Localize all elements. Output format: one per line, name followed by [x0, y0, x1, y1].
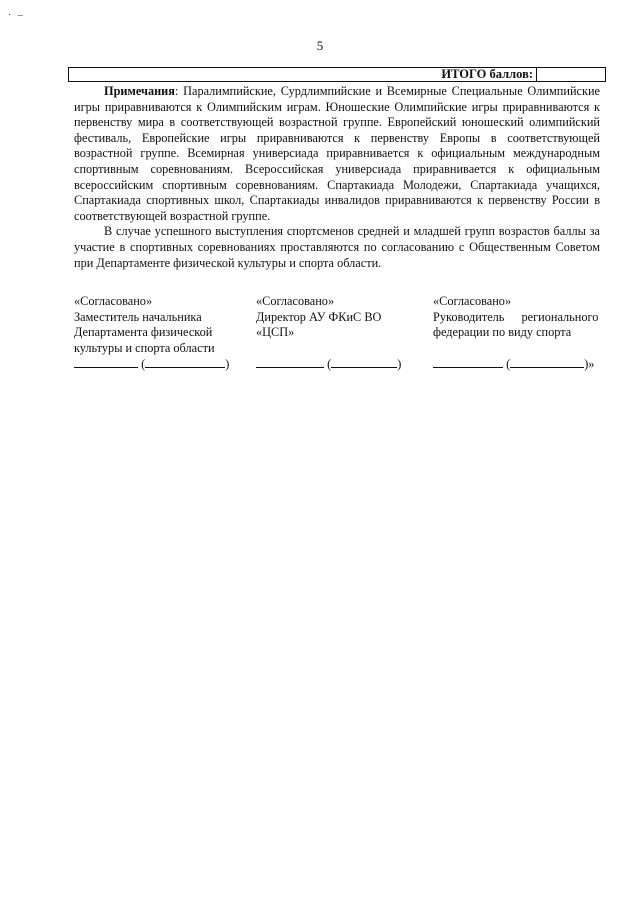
signatory-title-line: федерации по виду спорта: [433, 325, 572, 340]
name-close-paren: )»: [584, 357, 595, 372]
signatory-title-line: «ЦСП»: [256, 325, 295, 340]
approved-label: «Согласовано»: [74, 294, 153, 308]
name-open-paren: (: [506, 357, 511, 372]
name-open-paren: (: [327, 357, 332, 372]
name-blank: [331, 356, 397, 368]
name-blank: [145, 356, 225, 368]
name-blank: [510, 356, 584, 368]
signature-line: [256, 356, 421, 373]
notes-paragraph-1: [74, 84, 600, 224]
page-number: 5: [316, 38, 324, 53]
total-score-label: ИТОГО баллов:: [441, 67, 537, 81]
signature-block-deputy-head: [74, 294, 244, 373]
notes-paragraph-1-text: : Паралимпийские, Сурдлимпийские и Всемирные Специальные Олимпийские игры приравниваются к Олимпийским играм. Юношеские Олимпийские игры приравниваются к первенству мира в соответствующей возрастной группе. Европейский юношеский олимпийский фестиваль, Европейские игры приравниваются к первенству Европы в соответствующей возрастной группе. Всемирная универсиада приравнивается к официальным международным спортивным соревнованиям. Всероссийская универсиада приравнивается к официальным всероссийским спортивным соревнованиям. Спартакиада Молодежи, Спартакиада учащихся, Спартакиада спортивных школ, Спартакиады инвалидов приравниваются к первенству России в соответствующей возрастной группе.: [74, 84, 600, 223]
approved-label: «Согласовано»: [256, 294, 335, 308]
approved-label: «Согласовано»: [433, 294, 512, 308]
name-open-paren: (: [141, 357, 146, 372]
name-close-paren: ): [225, 357, 230, 372]
signature-blank: [256, 356, 324, 368]
signatory-title-line: Заместитель начальника: [74, 309, 202, 324]
signature-line-spacer: [433, 341, 603, 357]
name-close-paren: ): [397, 357, 402, 372]
signature-block-director: [256, 294, 421, 373]
notes-section: [74, 84, 600, 271]
notes-lead: Примечания: [104, 84, 175, 98]
signature-blank: [74, 356, 138, 368]
signature-blank: [433, 356, 503, 368]
signature-line: [74, 356, 244, 373]
signature-line-spacer: [256, 341, 421, 357]
total-score-row: [68, 67, 606, 82]
signature-block-federation-head: [433, 294, 603, 373]
signatory-title-line: Директор АУ ФКиС ВО: [256, 309, 382, 324]
signatory-title-line: Руководитель регионального: [433, 309, 599, 324]
notes-paragraph-2: В случае успешного выступления спортсменов средней и младшей групп возрастов баллы за участие в спортивных соревнованиях проставляются по согласованию с Общественным Советом при Департаменте физической культуры и спорта области.: [74, 224, 600, 270]
signatory-title-line: культуры и спорта области: [74, 340, 215, 355]
scan-corner-mark: · ‒: [8, 10, 25, 21]
signature-line: [433, 356, 603, 373]
signatory-title-line: Департамента физической: [74, 325, 213, 340]
